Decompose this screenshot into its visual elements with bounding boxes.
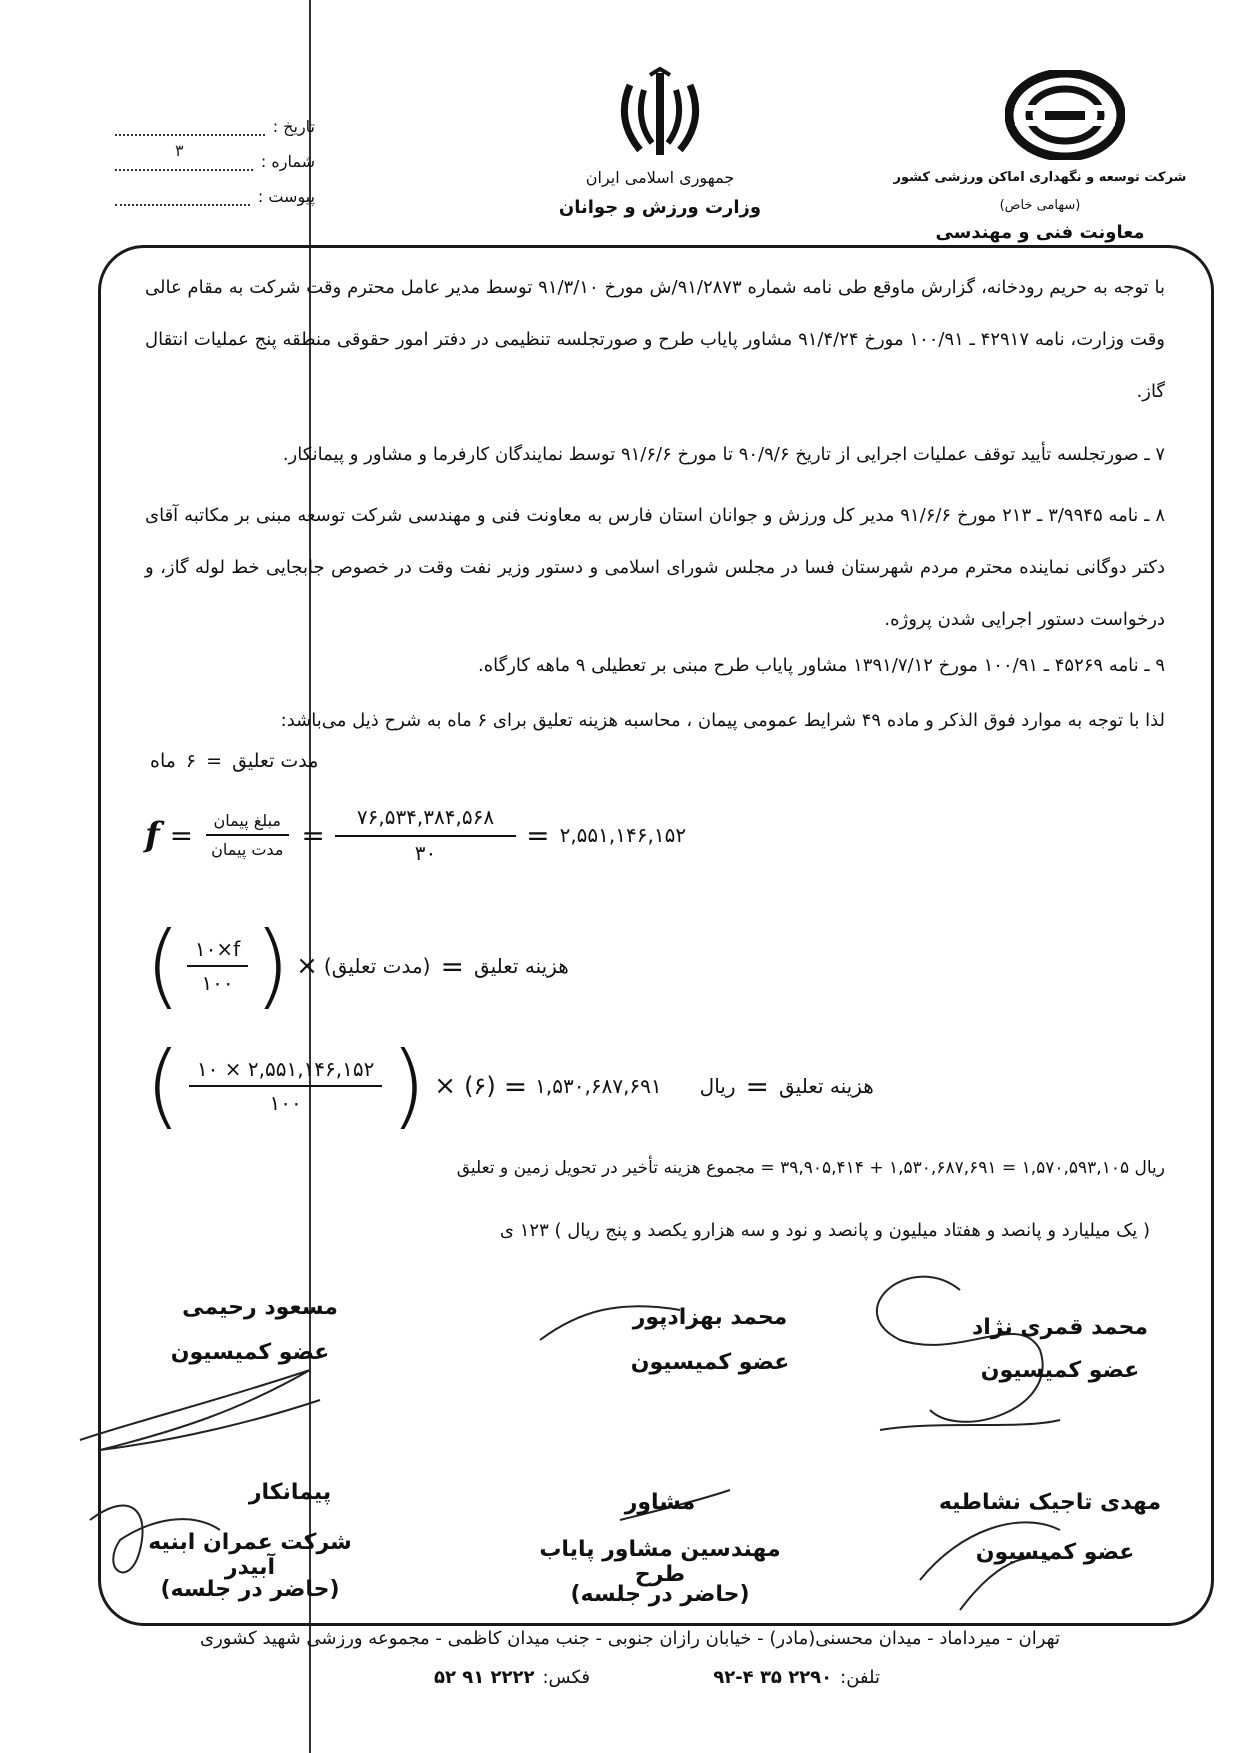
contract-amount-label: مبلغ پیمان xyxy=(206,811,289,836)
contractor-title: پیمانکار xyxy=(248,1480,332,1505)
member-4-title: عضو کمیسیون xyxy=(975,1540,1135,1565)
suspension-duration xyxy=(150,750,318,772)
general-denominator: ۱۰۰ xyxy=(201,971,234,995)
member-3-name: مسعود رحیمی xyxy=(182,1295,338,1320)
general-paren-open: ( xyxy=(145,912,181,1019)
fax-label: فکس: xyxy=(542,1667,590,1688)
suspension-value: ۶ xyxy=(185,750,197,772)
conclusion: لذا با توجه به موارد فوق الذکر و ماده ۴۹ شرایط عمومی پیمان ، محاسبه هزینه تعلیق برای ۶ ماه به شرح ذیل می‌باشد: xyxy=(280,710,1165,731)
numeric-paren-close: ) xyxy=(390,1032,427,1139)
consultant-title: مشاور xyxy=(624,1490,696,1515)
numeric-numerator: ۱۰ × ۲,۵۵۱,۱۴۶,۱۵۲ xyxy=(189,1057,382,1087)
item-7: ۷ ـ صورتجلسه تأیید توقف عملیات اجرایی از تاریخ ۹۰/۹/۶ تا مورخ ۹۱/۶/۶ توسط نمایندگان کارفرما و مشاور و پیمانکار. xyxy=(282,444,1165,465)
consultant-present: (حاضر در جلسه) xyxy=(570,1582,750,1607)
paragraph-1: با توجه به حریم رودخانه، گزارش ماوقع طی نامه شماره ۹۱/۲۸۷۳/ش مورخ ۹۱/۳/۱۰ توسط مدیر عامل محترم وقت شرکت به مقام عالی وقت وزارت، نامه ۴۲۹۱۷ ـ ۱۰۰/۹۱ مورخ ۹۱/۴/۲۴ مشاور پایاب طرح و صورتجلسه تنظیمی در دفتر امور حقوقی منطقه پنج عملیات انتقال گاز. xyxy=(145,277,1166,402)
date-field xyxy=(115,110,315,136)
member-1-title: عضو کمیسیون xyxy=(980,1358,1140,1383)
footer-fax xyxy=(390,1667,590,1688)
f-value: ۲,۵۵۱,۱۴۶,۱۵۲ xyxy=(559,823,687,847)
contractor-present: (حاضر در جلسه) xyxy=(160,1577,340,1602)
formula-f xyxy=(145,805,686,865)
total-words: ( یک میلیارد و پانصد و هفتاد میلیون و پانصد و نود و سه هزارو یکصد و پنج ریال ) ۱۲۳ ی xyxy=(499,1220,1150,1241)
number-dots xyxy=(115,141,253,171)
org-name: شرکت توسعه و نگهداری اماکن ورزشی کشور xyxy=(893,170,1187,185)
national-emblem-icon xyxy=(610,65,710,165)
footer-phone xyxy=(660,1667,880,1688)
member-1-name: محمد قمری نژاد xyxy=(971,1315,1149,1340)
org-department: معاونت فنی و مهندسی xyxy=(935,222,1145,243)
six-term: (۶) xyxy=(464,1072,496,1100)
ministry-name: وزارت ورزش و جوانان xyxy=(558,197,762,218)
attachment-dots xyxy=(115,190,250,206)
formula-numeric xyxy=(145,1032,874,1139)
formula-general xyxy=(145,912,569,1019)
member-2-name: محمد بهزادپور xyxy=(632,1305,788,1330)
suspension-label: مدت تعلیق xyxy=(232,750,319,772)
number-field xyxy=(115,141,315,171)
country-name: جمهوری اسلامی ایران xyxy=(585,168,735,187)
item-9: ۹ ـ نامه ۴۵۲۶۹ ـ ۱۰۰/۹۱ مورخ ۱۳۹۱/۷/۱۲ مشاور پایاب طرح مبنی بر تعطیلی ۹ ماهه کارگاه. xyxy=(478,655,1165,676)
suspension-unit: ماه xyxy=(150,750,176,772)
f-fraction-values xyxy=(335,805,516,865)
contract-duration-label: مدت پیمان xyxy=(211,840,284,859)
attachment-field xyxy=(115,180,315,206)
f-eq-3: = xyxy=(526,818,550,852)
footer-address: تهران - میرداماد - میدان محسنی(مادر) - خیابان رازان جنوبی - جنب میدان کاظمی - مجموعه ورزشی شهید کشوری xyxy=(200,1628,1060,1649)
suspension-eq: = xyxy=(206,750,223,772)
f-eq-2: = xyxy=(301,818,325,852)
general-numerator: ۱۰×f xyxy=(187,937,248,967)
contractor-company: شرکت عمران ابنیه آبیدر xyxy=(148,1530,352,1580)
member-2-title: عضو کمیسیون xyxy=(630,1350,790,1375)
numeric-eq-2: = xyxy=(503,1069,528,1103)
cost-label-1: هزینه تعلیق xyxy=(473,954,569,978)
phone-value: ۲۲۹۰ ۳۵ ۹۲-۴ xyxy=(713,1667,833,1688)
suspension-term: (مدت تعلیق) xyxy=(323,954,431,978)
cost-currency: ریال xyxy=(699,1074,736,1098)
organization-logo xyxy=(1005,70,1125,160)
consultant-company: مهندسین مشاور پایاب طرح xyxy=(539,1537,781,1587)
f-eq-1: = xyxy=(169,818,194,852)
item-8: ۸ ـ نامه ۳/۹۹۴۵ ـ ۲۱۳ مورخ ۹۱/۶/۶ مدیر کل ورزش و جوانان استان فارس به معاونت فنی و مهندسی شرکت توسعه مبنی بر مکاتبه آقای دکتر دوگانی نماینده محترم مردم شهرستان فسا در مجلس شورای اسلامی و دستور وزیر نفت وقت در خصوص جابجایی خط لوله گاز، و درخواست دستور اجرایی شدن پروژه. xyxy=(145,505,1165,630)
number-label: شماره : xyxy=(260,152,315,171)
member-3-title: عضو کمیسیون xyxy=(170,1340,330,1365)
general-expression xyxy=(145,912,431,1019)
general-fraction xyxy=(187,937,248,995)
f-symbol: f xyxy=(145,815,160,855)
general-times: × xyxy=(296,951,318,981)
number-value: ۳ xyxy=(175,141,184,160)
org-type: (سهامی خاص) xyxy=(999,198,1081,213)
numeric-fraction xyxy=(189,1057,382,1115)
numeric-expression xyxy=(145,1032,736,1139)
f-fraction-labels xyxy=(203,811,291,859)
attachment-label: پیوست : xyxy=(257,187,315,206)
general-paren-close: ) xyxy=(254,912,291,1019)
member-4-name: مهدی تاجیک نشاطیه xyxy=(938,1490,1162,1515)
contract-days: ۳۰ xyxy=(414,841,437,865)
numeric-denominator: ۱۰۰ xyxy=(269,1091,302,1115)
date-dots xyxy=(115,120,265,136)
numeric-eq-1: = xyxy=(745,1069,769,1103)
numeric-paren-open: ( xyxy=(145,1032,181,1139)
fax-value: ۲۲۲۲ ۹۱ ۵۲ xyxy=(433,1667,535,1688)
cost-label-2: هزینه تعلیق xyxy=(778,1074,874,1098)
date-label: تاریخ : xyxy=(272,117,315,136)
cost-value: ۱,۵۳۰,۶۸۷,۶۹۱ xyxy=(535,1074,662,1098)
contract-amount: ۷۶,۵۳۴,۳۸۴,۵۶۸ xyxy=(335,805,516,837)
phone-label: تلفن: xyxy=(840,1667,880,1688)
total-line: ریال ۱,۵۷۰,۵۹۳,۱۰۵ = ۱,۵۳۰,۶۸۷,۶۹۱ + ۳۹,۹۰۵,۴۱۴ = مجموع هزینه تأخیر در تحویل زمین و تعلیق xyxy=(456,1158,1165,1178)
general-eq: = xyxy=(440,949,464,983)
numeric-times: × xyxy=(434,1071,457,1101)
